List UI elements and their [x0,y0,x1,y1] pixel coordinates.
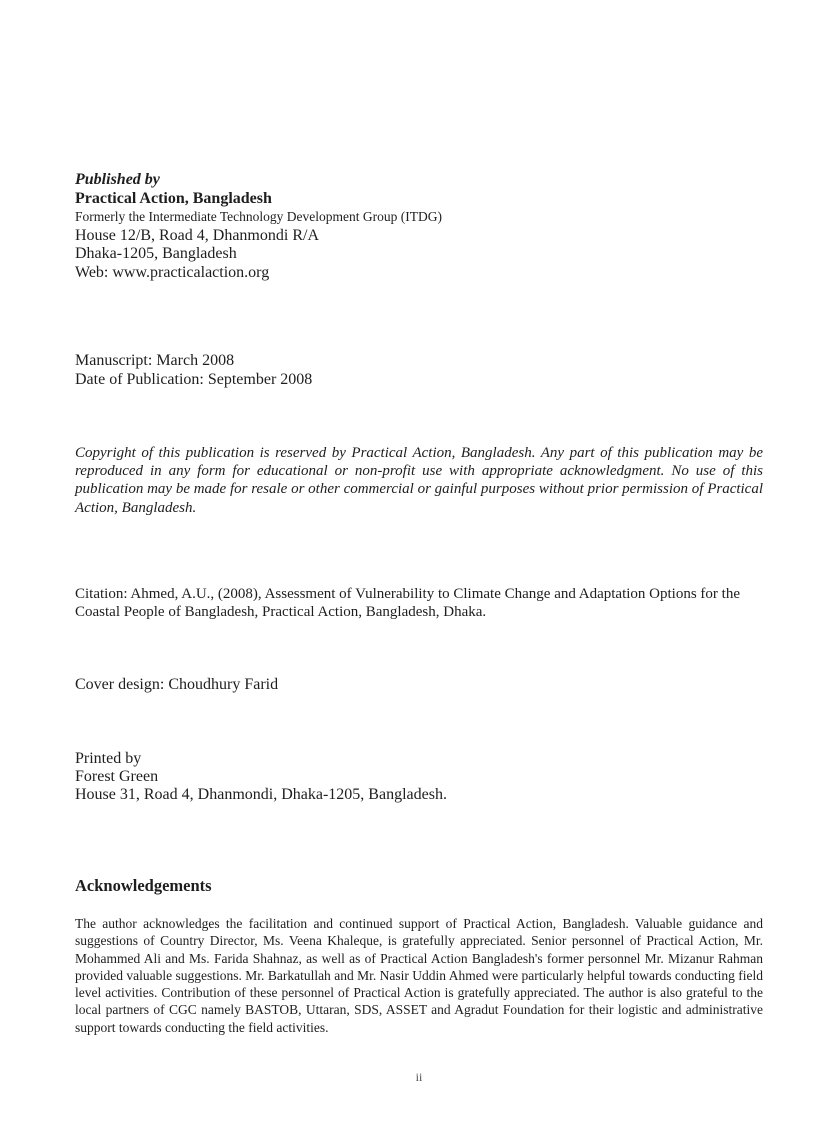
citation-text: Citation: Ahmed, A.U., (2008), Assessment of Vulnerability to Climate Change and Adaptation Options for the Coastal People of Bangladesh, Practical Action, Bangladesh, Dhaka. [75,586,740,621]
acknowledgements-heading: Acknowledgements [75,876,212,895]
acknowledgements-body: The author acknowledges the facilitation and continued support of Practical Action, Bangladesh. Valuable guidance and suggestions of Country Director, Ms. Veena Khaleque, is gratefully appreciated. Senior personnel of Practical Action, Mr. Mohammed Ali and Ms. Farida Shahnaz, as well as of Practical Action Bangladesh's former personnel Mr. Mizanur Rahman provided valuable suggestions. Mr. Barkatullah and Mr. Nasir Uddin Ahmed were particularly helpful towards conducting field level activities. Contribution of these personnel of Practical Action is gratefully appreciated. The author is also grateful to the local partners of CGC namely BASTOB, Uttaran, SDS, ASSET and Agradut Foundation for their logistic and administrative support towards conducting the field activities. [75,916,763,1035]
publisher-address-line2: Dhaka-1205, Bangladesh [75,245,237,262]
dates-block [75,352,763,389]
printed-by-label: Printed by [75,750,142,767]
printer-name: Forest Green [75,768,159,786]
published-by-label: Published by [75,171,160,188]
manuscript-date: Manuscript: March 2008 [75,352,235,369]
publisher-block [75,171,763,282]
publisher-website: Web: www.practicalaction.org [75,263,270,281]
publication-date: Date of Publication: September 2008 [75,370,313,388]
printer-address: House 31, Road 4, Dhanmondi, Dhaka-1205, Bangladesh. [75,786,447,804]
cover-design-credit: Cover design: Choudhury Farid [75,676,279,693]
publisher-former-name: Formerly the Intermediate Technology Development Group (ITDG) [75,209,442,224]
publisher-address-line1: House 12/B, Road 4, Dhanmondi R/A [75,226,319,244]
printed-by-block [75,750,763,805]
page-number: ii [415,1070,423,1084]
publisher-name: Practical Action, Bangladesh [75,189,272,207]
copyright-notice: Copyright of this publication is reserved by Practical Action, Bangladesh. Any part of this publication may be reproduced in any form for educational or non-profit use with appropriate acknowledgment. No use of this publication may be made for resale or other commercial or gainful purposes without prior permission of Practical Action, Bangladesh. [75,445,764,516]
